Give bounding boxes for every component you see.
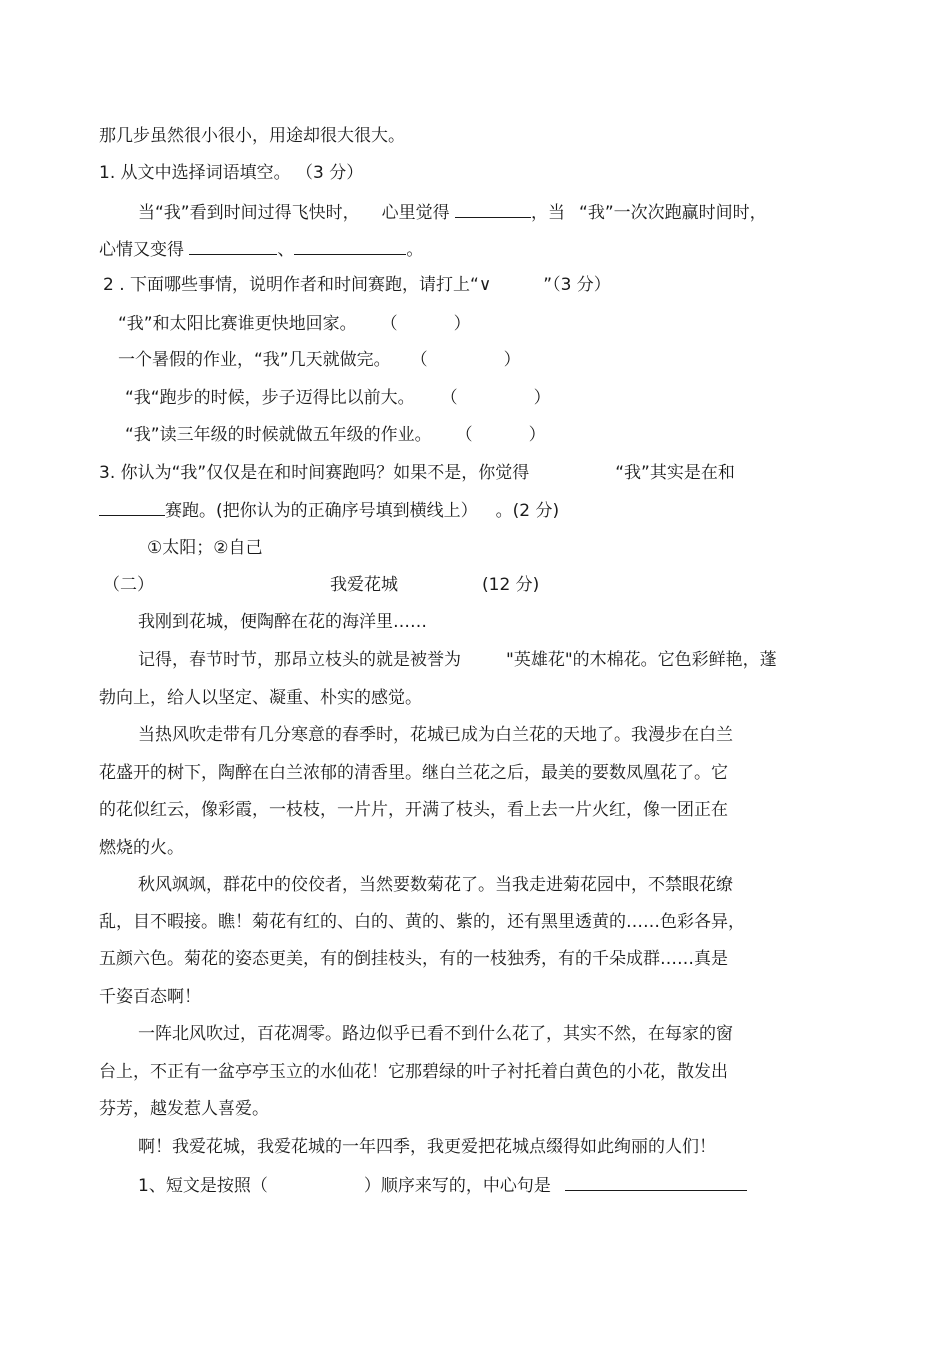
section2-score: (12 分)	[482, 575, 540, 595]
q2-item-3	[125, 386, 551, 410]
q1-line1	[138, 199, 767, 225]
q3-line2-a: 赛跑。(把你认为的正确序号填到横线上）	[165, 501, 478, 521]
q2-item-text: 一个暑假的作业，“我”几天就做完。	[118, 350, 391, 370]
s2-q1-central-sentence-blank[interactable]	[565, 1172, 747, 1191]
q1-line1-text-d: “我”一次次跑赢时间时，	[579, 203, 767, 223]
section2-title: 我爱花城	[330, 575, 398, 595]
article-line: 秋风飒飒，群花中的佼佼者，当然要数菊花了。当我走进菊花园中，不禁眼花缭	[138, 875, 733, 895]
article-line: "英雄花"的木棉花。它色彩鲜艳，蓬	[506, 650, 777, 670]
section2-label: （二）	[103, 575, 154, 595]
q1-blank-1[interactable]	[455, 199, 531, 218]
q2-title	[103, 273, 611, 297]
q1-blank-2[interactable]	[189, 236, 277, 255]
q3-blank[interactable]	[99, 497, 165, 516]
s2-q1-text-b: ）顺序来写的，中心句是	[363, 1176, 551, 1196]
article-line: 五颜六色。菊花的姿态更美，有的倒挂枝头，有的一枝独秀，有的千朵成群……真是	[99, 949, 728, 969]
q2-title-a: 2 . 下面哪些事情，说明作者和时间赛跑，请打上“∨	[103, 275, 492, 295]
article-line: 啊！我爱花城，我爱花城的一年四季，我更爱把花城点缀得如此绚丽的人们！	[138, 1137, 716, 1157]
article-line: 我刚到花城，便陶醉在花的海洋里……	[138, 612, 427, 632]
q1-line2-end: 。	[406, 240, 424, 260]
q2-title-b: ”（3 分）	[543, 275, 611, 295]
q3-line2	[99, 497, 559, 523]
s2-q1	[138, 1172, 747, 1198]
q3-options: ①太阳；②自己	[147, 538, 263, 558]
article-line: 记得，春节时节，那昂立枝头的就是被誉为	[138, 650, 461, 670]
q1-line2-sep: 、	[277, 240, 295, 260]
q2-item-text: “我”读三年级的时候就做五年级的作业。	[125, 425, 432, 445]
passage-end-line: 那几步虽然很小很小，用途却很大很大。	[99, 126, 405, 146]
q1-blank-3[interactable]	[294, 236, 406, 255]
q3-line1-b: “我”其实是在和	[615, 463, 735, 483]
q3-line1-a: 3. 你认为“我”仅仅是在和时间赛跑吗？如果不是，你觉得	[99, 463, 530, 483]
article-line: 乱，目不暇接。瞧！菊花有红的、白的、黄的、紫的，还有黑里透黄的……色彩各异，	[99, 912, 745, 932]
q2-item-2	[118, 348, 521, 372]
article-line: 千姿百态啊！	[99, 987, 201, 1007]
q1-line2	[99, 236, 423, 262]
q1-line2-text-a: 心情又变得	[99, 240, 184, 260]
article-line: 勃向上，给人以坚定、凝重、朴实的感觉。	[99, 688, 422, 708]
article-line: 当热风吹走带有几分寒意的春季时，花城已成为白兰花的天地了。我漫步在白兰	[138, 725, 733, 745]
q3-line2-b: 。(2 分)	[495, 501, 560, 521]
article-line: 一阵北风吹过，百花凋零。路边似乎已看不到什么花了，其实不然，在每家的窗	[138, 1024, 733, 1044]
article-line: 燃烧的火。	[99, 838, 184, 858]
q2-item-1-answer[interactable]: （ ）	[380, 314, 471, 334]
q3-line1	[99, 461, 735, 485]
q2-item-4	[125, 423, 546, 447]
article-line: 花盛开的树下，陶醉在白兰浓郁的清香里。继白兰花之后，最美的要数凤凰花了。它	[99, 763, 728, 783]
q2-item-text: “我“跑步的时候，步子迈得比以前大。	[125, 388, 415, 408]
q2-item-1	[118, 312, 471, 336]
q1-line1-text-a: 当“我”看到时间过得飞快时，	[138, 203, 360, 223]
article-line: 的花似红云，像彩霞，一枝枝，一片片，开满了枝头，看上去一片火红，像一团正在	[99, 800, 728, 820]
q1-title: 1. 从文中选择词语填空。 （3 分）	[99, 163, 364, 183]
q2-item-2-answer[interactable]: （ ）	[410, 350, 521, 370]
q2-item-3-answer[interactable]: （ ）	[440, 388, 551, 408]
q2-item-text: “我”和太阳比赛谁更快地回家。	[118, 314, 357, 334]
q1-line1-text-b: 心里觉得	[381, 203, 450, 223]
q1-line1-text-c: ，当	[531, 203, 566, 223]
q2-item-4-answer[interactable]: （ ）	[455, 425, 546, 445]
article-line: 台上，不正有一盆亭亭玉立的水仙花！它那碧绿的叶子衬托着白黄色的小花，散发出	[99, 1062, 728, 1082]
article-line: 芬芳，越发惹人喜爱。	[99, 1099, 269, 1119]
s2-q1-text-a: 1、短文是按照（	[138, 1176, 268, 1196]
